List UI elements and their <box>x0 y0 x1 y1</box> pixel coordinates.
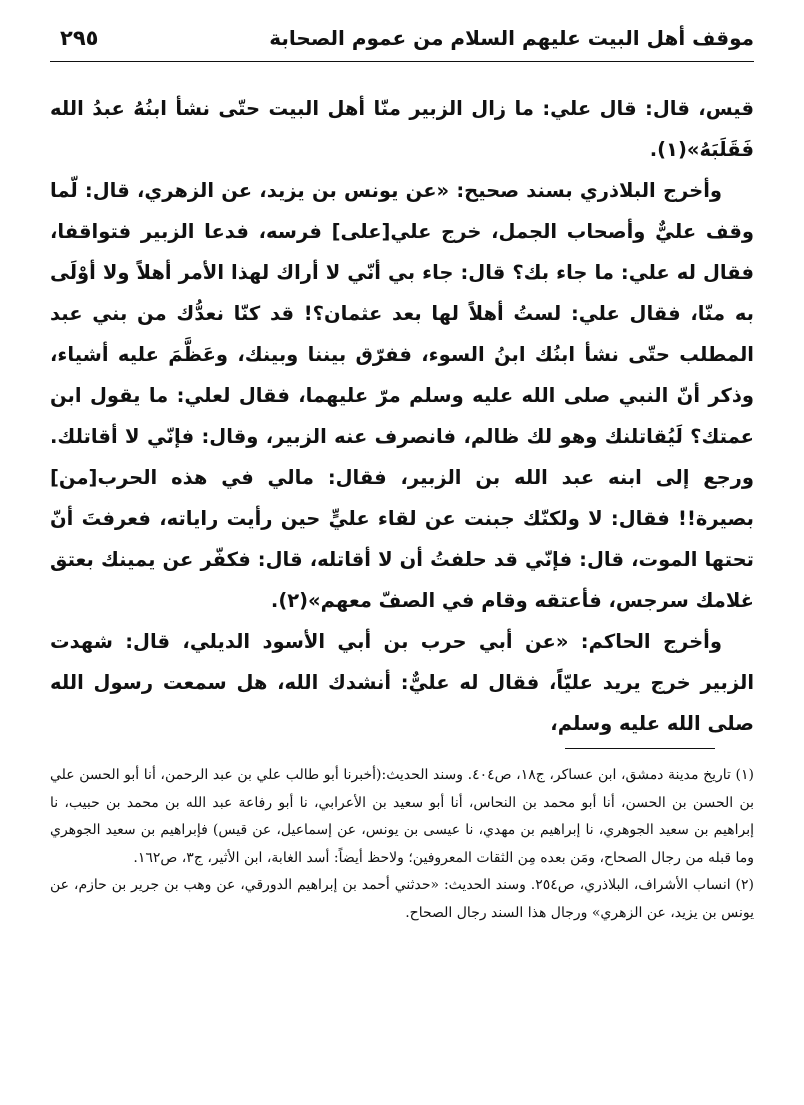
header-divider <box>50 61 754 62</box>
footnote-1: (١) تاريخ مدينة دمشق، ابن عساكر، ج١٨، ص٤٠٤. وسند الحديث:(أخبرنا أبو طالب علي بن عبد الرحمن، أنا أبو الحسن علي بن الحسن بن الحسن، أنا أبو محمد بن النحاس، أنا أبو سعيد بن الأعرابي، نا أبو رفاعة عبد الله بن محمد بن حبيب، نا إبراهيم بن سعيد الجوهري، نا إبراهيم بن مهدي، نا عيسى بن يونس، عن إسماعيل، عن قيس) فإبراهيم بن سعيد الجوهري وما قبله من رجال الصحاح، ومَن بعده مِن الثقات المعروفين؛ ولاحظ أيضاً: أسد الغابة، ابن الأثير، ج٣، ص١٦٢. <box>50 767 754 866</box>
page-header <box>0 0 804 62</box>
footnote-divider <box>565 748 715 749</box>
footnote-2: (٢) انساب الأشراف، البلاذري، ص٢٥٤. وسند الحديث: «حدثني أحمد بن إبراهيم الدورقي، عن وهب بن جرير بن حازم، عن يونس بن يزيد، عن الزهري» ورجال هذا السند رجال الصحاح. <box>50 877 754 921</box>
main-text <box>50 88 754 744</box>
paragraph-1: قيس، قال: قال علي: ما زال الزبير منّا أهل البيت حتّى نشأ ابنُهُ عبدُ الله فَقَلَبَهُ»(١). <box>50 97 754 161</box>
running-title: موقف أهل البيت عليهم السلام من عموم الصحابة <box>269 26 754 50</box>
paragraph-2: وأخرج البلاذري بسند صحيح: «عن يونس بن يزيد، عن الزهري، قال: لّما وقف عليٌّ وأصحاب الجمل، خرج علي[على] فرسه، فدعا الزبير فتواقفا، فقال له علي: ما جاء بك؟ قال: جاء بي أنّي لا أراك لهذا الأمر أهلاً ولا أوْلَى به منّا، فقال علي: لستُ أهلاً لها بعد عثمان؟! قد كنّا نعدُّك من بني عبد المطلب حتّى نشأ ابنُك ابنُ السوء، ففرّق بيننا وبينك، وعَظَّمَ عليه أشياء، وذكر أنّ النبي صلى الله عليه وسلم مرّ عليهما، فقال لعلي: ما يقول ابن عمتك؟ لَيُقاتلنك وهو لك ظالم، فانصرف عنه الزبير، وقال: فإنّي لا أقاتلك. ورجع إلى ابنه عبد الله بن الزبير، فقال: مالي في هذه الحرب[من] بصيرة!! فقال: لا ولكنّك جبنت عن لقاء عليٍّ حين رأيت راياته، فعرفتَ أنّ تحتها الموت، قال: فإنّي قد حلفتُ أن لا أقاتله، قال: فكفّر عن يمينك بعتق غلامك سرجس، فأعتقه وقام في الصفّ معهم»(٢). <box>50 179 754 612</box>
page-number: ٢٩٥ <box>60 26 99 50</box>
paragraph-3: وأخرج الحاكم: «عن أبي حرب بن أبي الأسود الديلي، قال: شهدت الزبير خرج يريد عليّاً، فقال له عليٌّ: أنشدك الله، هل سمعت رسول الله صلى الله عليه وسلم، <box>50 630 754 735</box>
footnotes <box>50 762 754 927</box>
